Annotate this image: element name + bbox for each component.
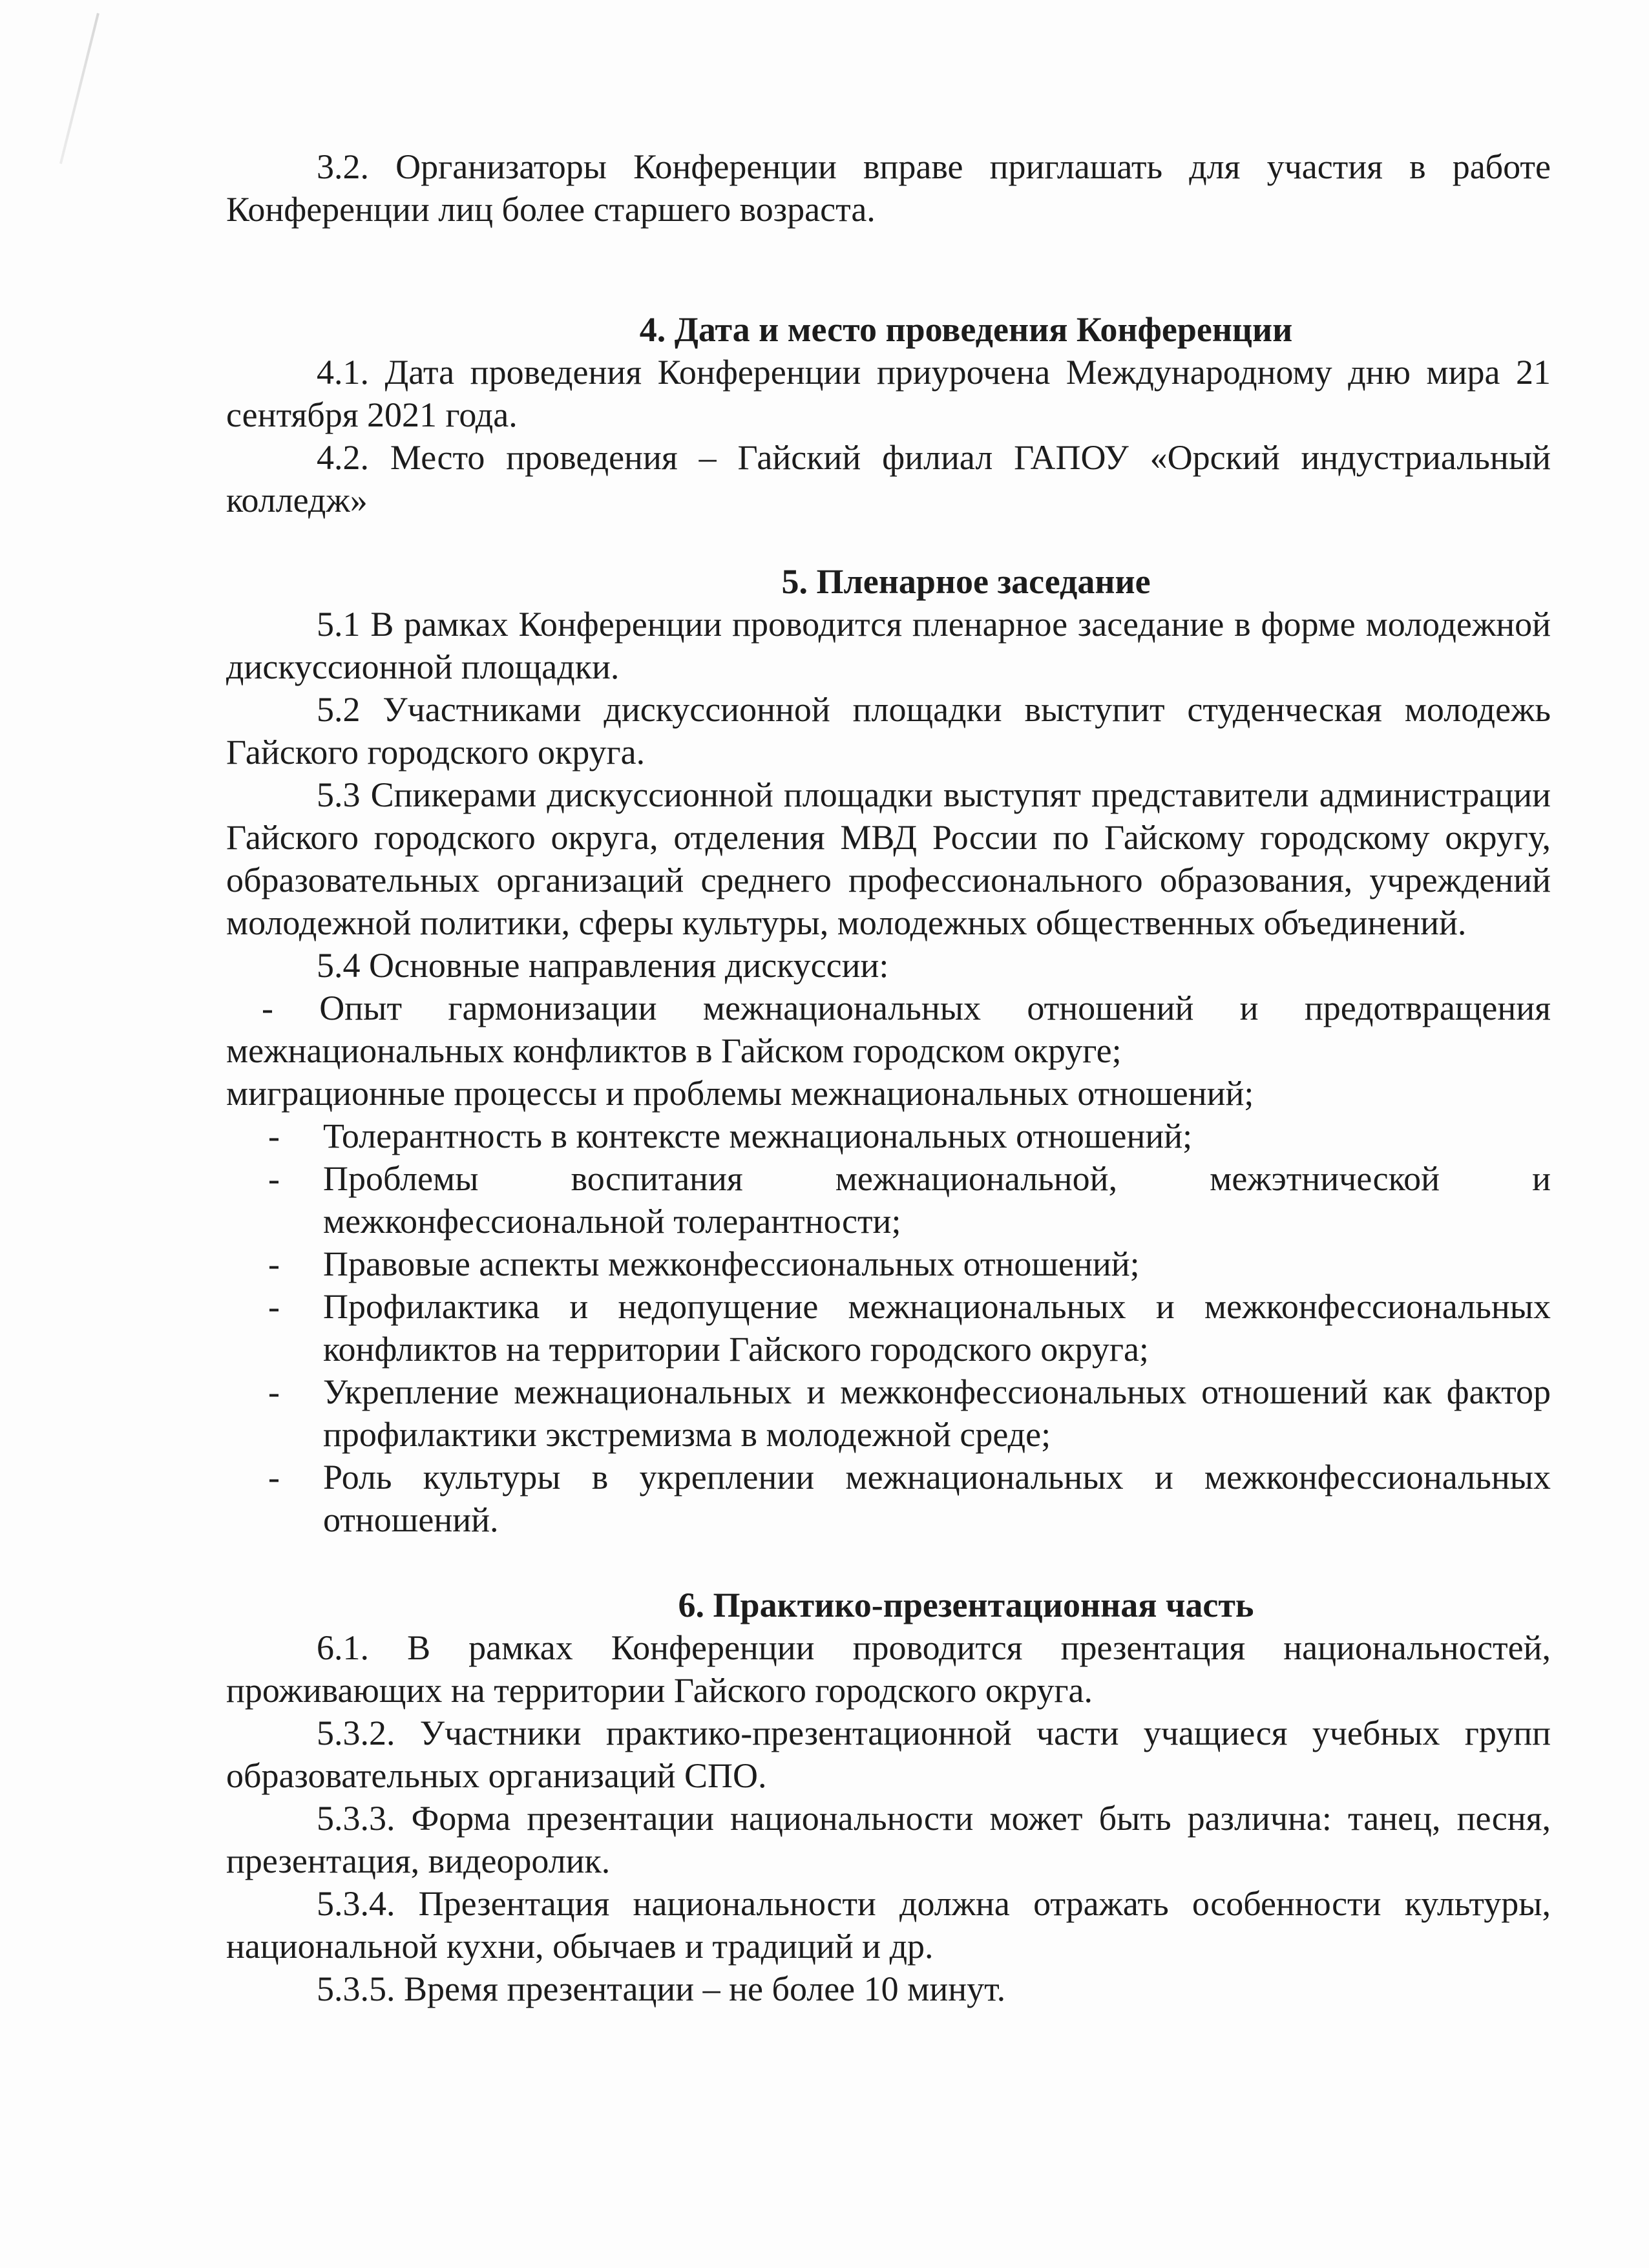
- heading-section-5: 5. Пленарное заседание: [781, 562, 1151, 601]
- paragraph-5-3-4: 5.3.4. Презентация национальности должна отражать особенности культуры, национальной кухни, обычаев и традиций и др.: [226, 1884, 1551, 1966]
- list-item: [226, 1157, 1551, 1243]
- heading-section-4: 4. Дата и место проведения Конференции: [639, 310, 1293, 349]
- document-body: [226, 145, 1551, 2010]
- list-dash: -: [268, 1372, 280, 1411]
- scan-artifact-line: [59, 13, 100, 164]
- paragraph-5-1: 5.1 В рамках Конференции проводится пленарное заседание в форме молодежной дискуссионной площадки.: [226, 605, 1551, 686]
- list-item: [226, 1456, 1551, 1541]
- list-item: [226, 1285, 1551, 1370]
- discussion-list: [226, 1115, 1551, 1541]
- paragraph-4-2: 4.2. Место проведения – Гайский филиал ГАПОУ «Орский индустриальный колледж»: [226, 438, 1551, 520]
- list-dash: -: [268, 1244, 280, 1283]
- paragraph-5-3-5: 5.3.5. Время презентации – не более 10 минут.: [317, 1969, 1006, 2008]
- list-item-text: Правовые аспекты межконфессиональных отношений;: [323, 1244, 1140, 1283]
- paragraph-3-2: 3.2. Организаторы Конференции вправе приглашать для участия в работе Конференции лиц более старшего возраста.: [226, 147, 1551, 229]
- paragraph-5-4: 5.4 Основные направления дискуссии:: [317, 946, 889, 985]
- list-item: [226, 1243, 1551, 1285]
- list-dash: -: [268, 1287, 280, 1326]
- heading-section-6: 6. Практико-презентационная часть: [678, 1586, 1254, 1624]
- paragraph-5-2: 5.2 Участниками дискуссионной площадки выступит студенческая молодежь Гайского городского округа.: [226, 690, 1551, 772]
- list-item: [226, 1370, 1551, 1456]
- discussion-first-item: - Опыт гармонизации межнациональных отношений и предотвращения межнациональных конфликтов в Гайском городском округе;: [226, 989, 1551, 1070]
- list-item-text: Толерантность в контексте межнациональных отношений;: [323, 1117, 1193, 1155]
- paragraph-4-1: 4.1. Дата проведения Конференции приурочена Международному дню мира 21 сентября 2021 года.: [226, 353, 1551, 434]
- list-dash: -: [268, 1159, 280, 1198]
- list-item-text: Профилактика и недопущение межнациональных и межконфессиональных конфликтов на территории Гайского городского округа;: [323, 1287, 1551, 1369]
- list-dash: -: [268, 1458, 280, 1496]
- list-item-text: Укрепление межнациональных и межконфессиональных отношений как фактор профилактики экстремизма в молодежной среде;: [323, 1372, 1551, 1454]
- paragraph-5-3-2: 5.3.2. Участники практико-презентационной части учащиеся учебных групп образовательных организаций СПО.: [226, 1714, 1551, 1795]
- migration-line: миграционные процессы и проблемы межнациональных отношений;: [226, 1074, 1254, 1113]
- list-dash: -: [268, 1117, 280, 1155]
- paragraph-5-3: 5.3 Спикерами дискуссионной площадки выступят представители администрации Гайского городского округа, отделения МВД России по Гайскому городскому округу, образовательных организаций среднего профессионального образования, учреждений молодежной политики, сферы культуры, молодежных общественных объединений.: [226, 775, 1551, 942]
- paragraph-6-1: 6.1. В рамках Конференции проводится презентация национальностей, проживающих на территории Гайского городского округа.: [226, 1628, 1551, 1710]
- list-item-text: Проблемы воспитания межнациональной, межэтнической и межконфессиональной толерантности;: [323, 1159, 1551, 1241]
- paragraph-5-3-3: 5.3.3. Форма презентации национальности может быть различна: танец, песня, презентация, видеоролик.: [226, 1799, 1551, 1880]
- list-item: [226, 1115, 1551, 1157]
- list-item-text: Роль культуры в укреплении межнациональных и межконфессиональных отношений.: [323, 1458, 1551, 1539]
